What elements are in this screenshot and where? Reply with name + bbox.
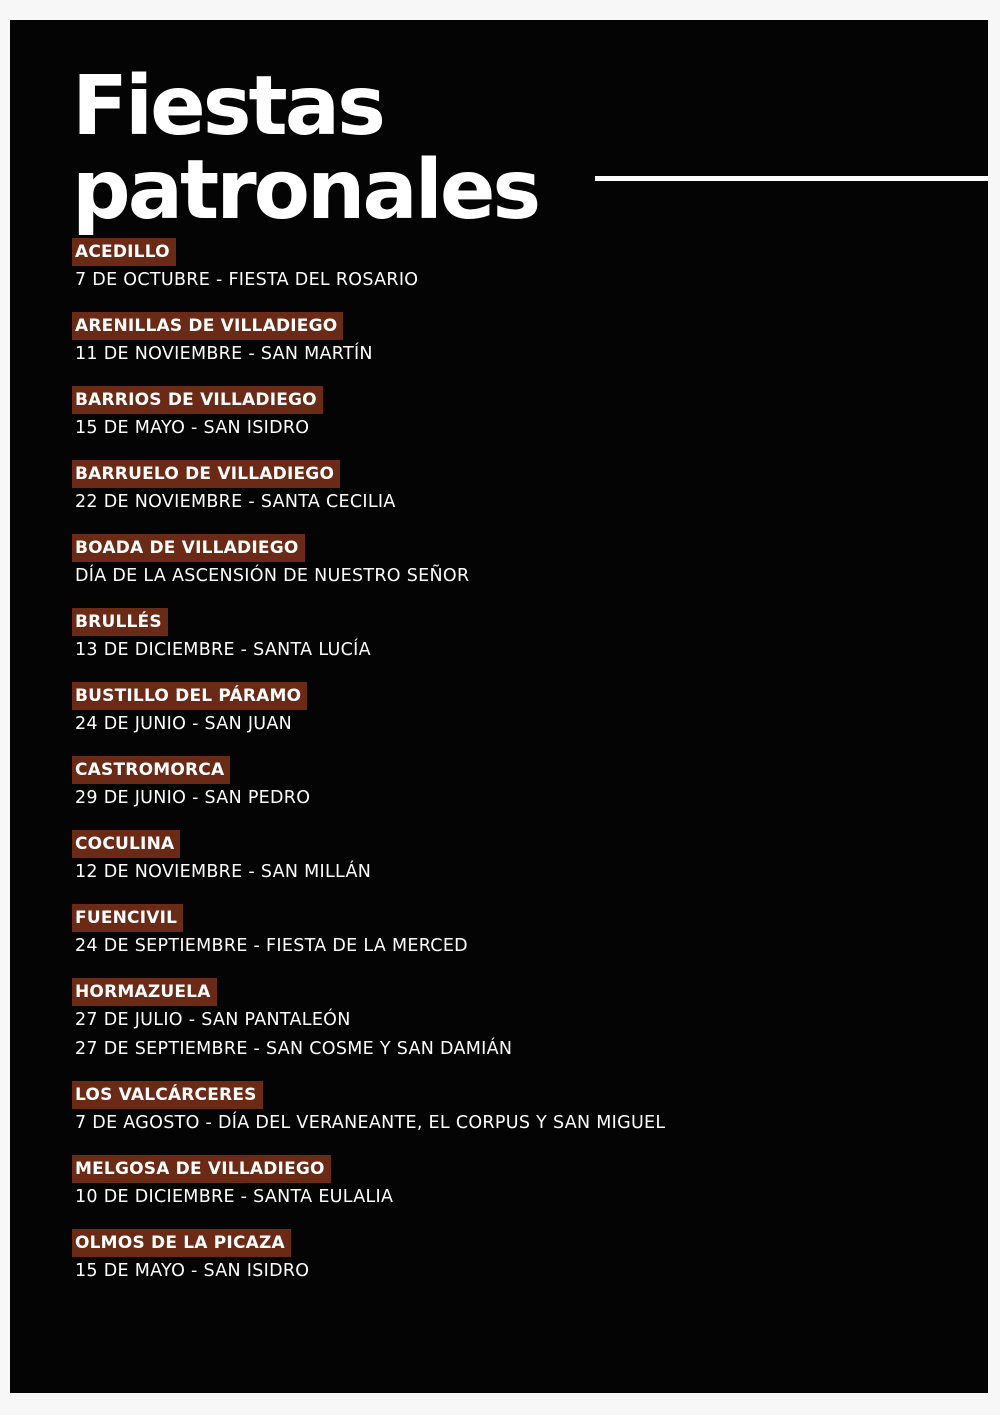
village-name: BARRUELO DE VILLADIEGO [72, 460, 340, 488]
fiesta-entry [72, 904, 665, 961]
fiesta-entry [72, 460, 665, 517]
village-name: FUENCIVIL [72, 904, 183, 932]
fiesta-event: 15 DE MAYO - SAN ISIDRO [75, 418, 310, 438]
fiesta-entry [72, 682, 665, 739]
fiesta-entry [72, 978, 665, 1064]
fiesta-event: 7 DE AGOSTO - DÍA DEL VERANEANTE, EL CORPUS Y SAN MIGUEL [75, 1113, 666, 1133]
title-divider [595, 176, 988, 181]
page-title [72, 59, 539, 238]
fiesta-event: 10 DE DICIEMBRE - SANTA EULALIA [75, 1187, 394, 1207]
village-name: HORMAZUELA [72, 978, 217, 1006]
poster-page [10, 20, 988, 1393]
village-name: ACEDILLO [72, 238, 176, 266]
fiesta-event: 27 DE SEPTIEMBRE - SAN COSME Y SAN DAMIÁN [75, 1039, 513, 1059]
fiesta-entry [72, 238, 665, 295]
title-line-2: patronales [72, 143, 539, 238]
village-name: BOADA DE VILLADIEGO [72, 534, 305, 562]
fiesta-event: 22 DE NOVIEMBRE - SANTA CECILIA [75, 492, 396, 512]
title-line-1: Fiestas [72, 59, 383, 154]
fiesta-event: 15 DE MAYO - SAN ISIDRO [75, 1261, 310, 1281]
fiesta-entry [72, 830, 665, 887]
village-name: ARENILLAS DE VILLADIEGO [72, 312, 343, 340]
fiesta-entry [72, 1229, 665, 1286]
fiesta-entry [72, 312, 665, 369]
fiesta-event: 11 DE NOVIEMBRE - SAN MARTÍN [75, 344, 373, 364]
fiesta-event: 24 DE JUNIO - SAN JUAN [75, 714, 293, 734]
fiestas-list [72, 238, 665, 1303]
fiesta-entry [72, 1155, 665, 1212]
fiesta-event: 12 DE NOVIEMBRE - SAN MILLÁN [75, 862, 372, 882]
fiesta-event: 29 DE JUNIO - SAN PEDRO [75, 788, 311, 808]
village-name: OLMOS DE LA PICAZA [72, 1229, 291, 1257]
fiesta-event: 13 DE DICIEMBRE - SANTA LUCÍA [75, 640, 371, 660]
fiesta-entry [72, 534, 665, 591]
fiesta-entry [72, 386, 665, 443]
village-name: BRULLÉS [72, 608, 168, 636]
fiesta-entry [72, 756, 665, 813]
village-name: MELGOSA DE VILLADIEGO [72, 1155, 331, 1183]
fiesta-entry [72, 1081, 665, 1138]
fiesta-event: 27 DE JULIO - SAN PANTALEÓN [75, 1010, 351, 1030]
village-name: LOS VALCÁRCERES [72, 1081, 263, 1109]
fiesta-event: DÍA DE LA ASCENSIÓN DE NUESTRO SEÑOR [75, 566, 470, 586]
village-name: BUSTILLO DEL PÁRAMO [72, 682, 307, 710]
fiesta-event: 7 DE OCTUBRE - FIESTA DEL ROSARIO [75, 270, 419, 290]
village-name: BARRIOS DE VILLADIEGO [72, 386, 323, 414]
fiesta-event: 24 DE SEPTIEMBRE - FIESTA DE LA MERCED [75, 936, 468, 956]
village-name: COCULINA [72, 830, 180, 858]
fiesta-entry [72, 608, 665, 665]
village-name: CASTROMORCA [72, 756, 230, 784]
